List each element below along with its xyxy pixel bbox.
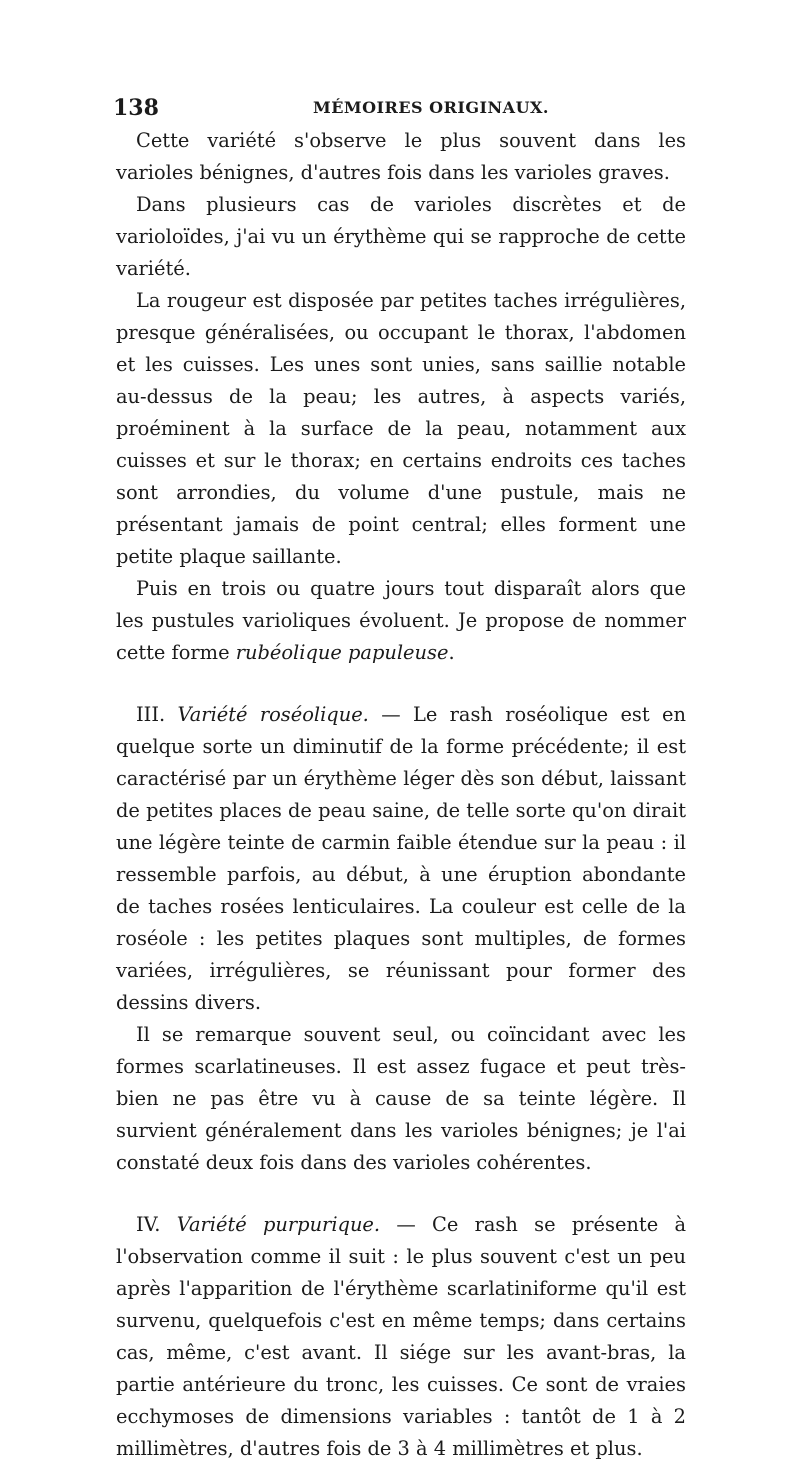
section-dash: — (380, 1213, 433, 1236)
paragraph: La rougeur est disposée par petites taches irrégulières, presque généralisées, ou occupant le thorax, l'abdomen et les cuisses. Les unes sont unies, sans saillie notable au-dessus de la peau; les autres, à aspects variés, proéminent à la surface de la peau, notamment aux cuisses et sur le thorax; en certains endroits ces taches sont arrondies, du volume d'une pustule, mais ne présentant jamais de point central; elles forment une petite plaque saillante. (116, 289, 686, 568)
paragraph (116, 573, 686, 669)
paragraph-text: Puis en trois ou quatre jours tout disparaît alors que les pustules varioliques évoluent. Je propose de nommer cette forme (116, 577, 686, 664)
section-iv (116, 1209, 686, 1465)
section-iii (116, 699, 686, 1019)
section-title: Variété purpurique. (176, 1213, 381, 1236)
section-numeral: III. (136, 703, 166, 726)
running-head: MÉMOIRES ORIGINAUX. (313, 98, 549, 117)
section-dash: — (368, 703, 413, 726)
paragraph-text: . (448, 641, 455, 664)
section-text: Le rash roséolique est en quelque sorte un diminutif de la forme précédente; il est caractérisé par un érythème léger dès son début, laissant de petites places de peau saine, de telle sorte qu'on dirait une légère teinte de carmin faible étendue sur la peau : il ressemble parfois, au début, à une éruption abondante de taches rosées lenticulaires. La couleur est celle de la roséole : les petites plaques sont multiples, de formes variées, irrégulières, se réunissant pour former des dessins divers. (116, 703, 686, 1014)
page-header (113, 95, 693, 121)
page-number: 138 (113, 95, 159, 121)
paragraph: Cette variété s'observe le plus souvent dans les varioles bénignes, d'autres fois dans les varioles graves. (116, 129, 686, 184)
section-title: Variété roséolique. (177, 703, 369, 726)
paragraph: Il se remarque souvent seul, ou coïncidant avec les formes scarlatineuses. Il est assez fugace et peut très-bien ne pas être vu à cause de sa teinte légère. Il survient généralement dans les varioles bénignes; je l'ai constaté deux fois dans des varioles cohérentes. (116, 1023, 686, 1174)
italic-term: rubéolique papuleuse (235, 641, 449, 664)
paragraph: Dans plusieurs cas de varioles discrètes et de varioloïdes, j'ai vu un érythème qui se rapproche de cette variété. (116, 193, 686, 280)
section-text: Ce rash se présente à l'observation comme il suit : le plus souvent c'est un peu après l'apparition de l'érythème scarlatiniforme qu'il est survenu, quelquefois c'est en même temps; dans certains cas, même, c'est avant. Il siége sur les avant-bras, la partie antérieure du tronc, les cuisses. Ce sont de vraies ecchymoses de dimensions variables : tantôt de 1 à 2 millimètres, d'autres fois de 3 à 4 millimètres et plus. (116, 1213, 687, 1460)
section-numeral: IV. (136, 1213, 161, 1236)
body-text (116, 125, 686, 1465)
